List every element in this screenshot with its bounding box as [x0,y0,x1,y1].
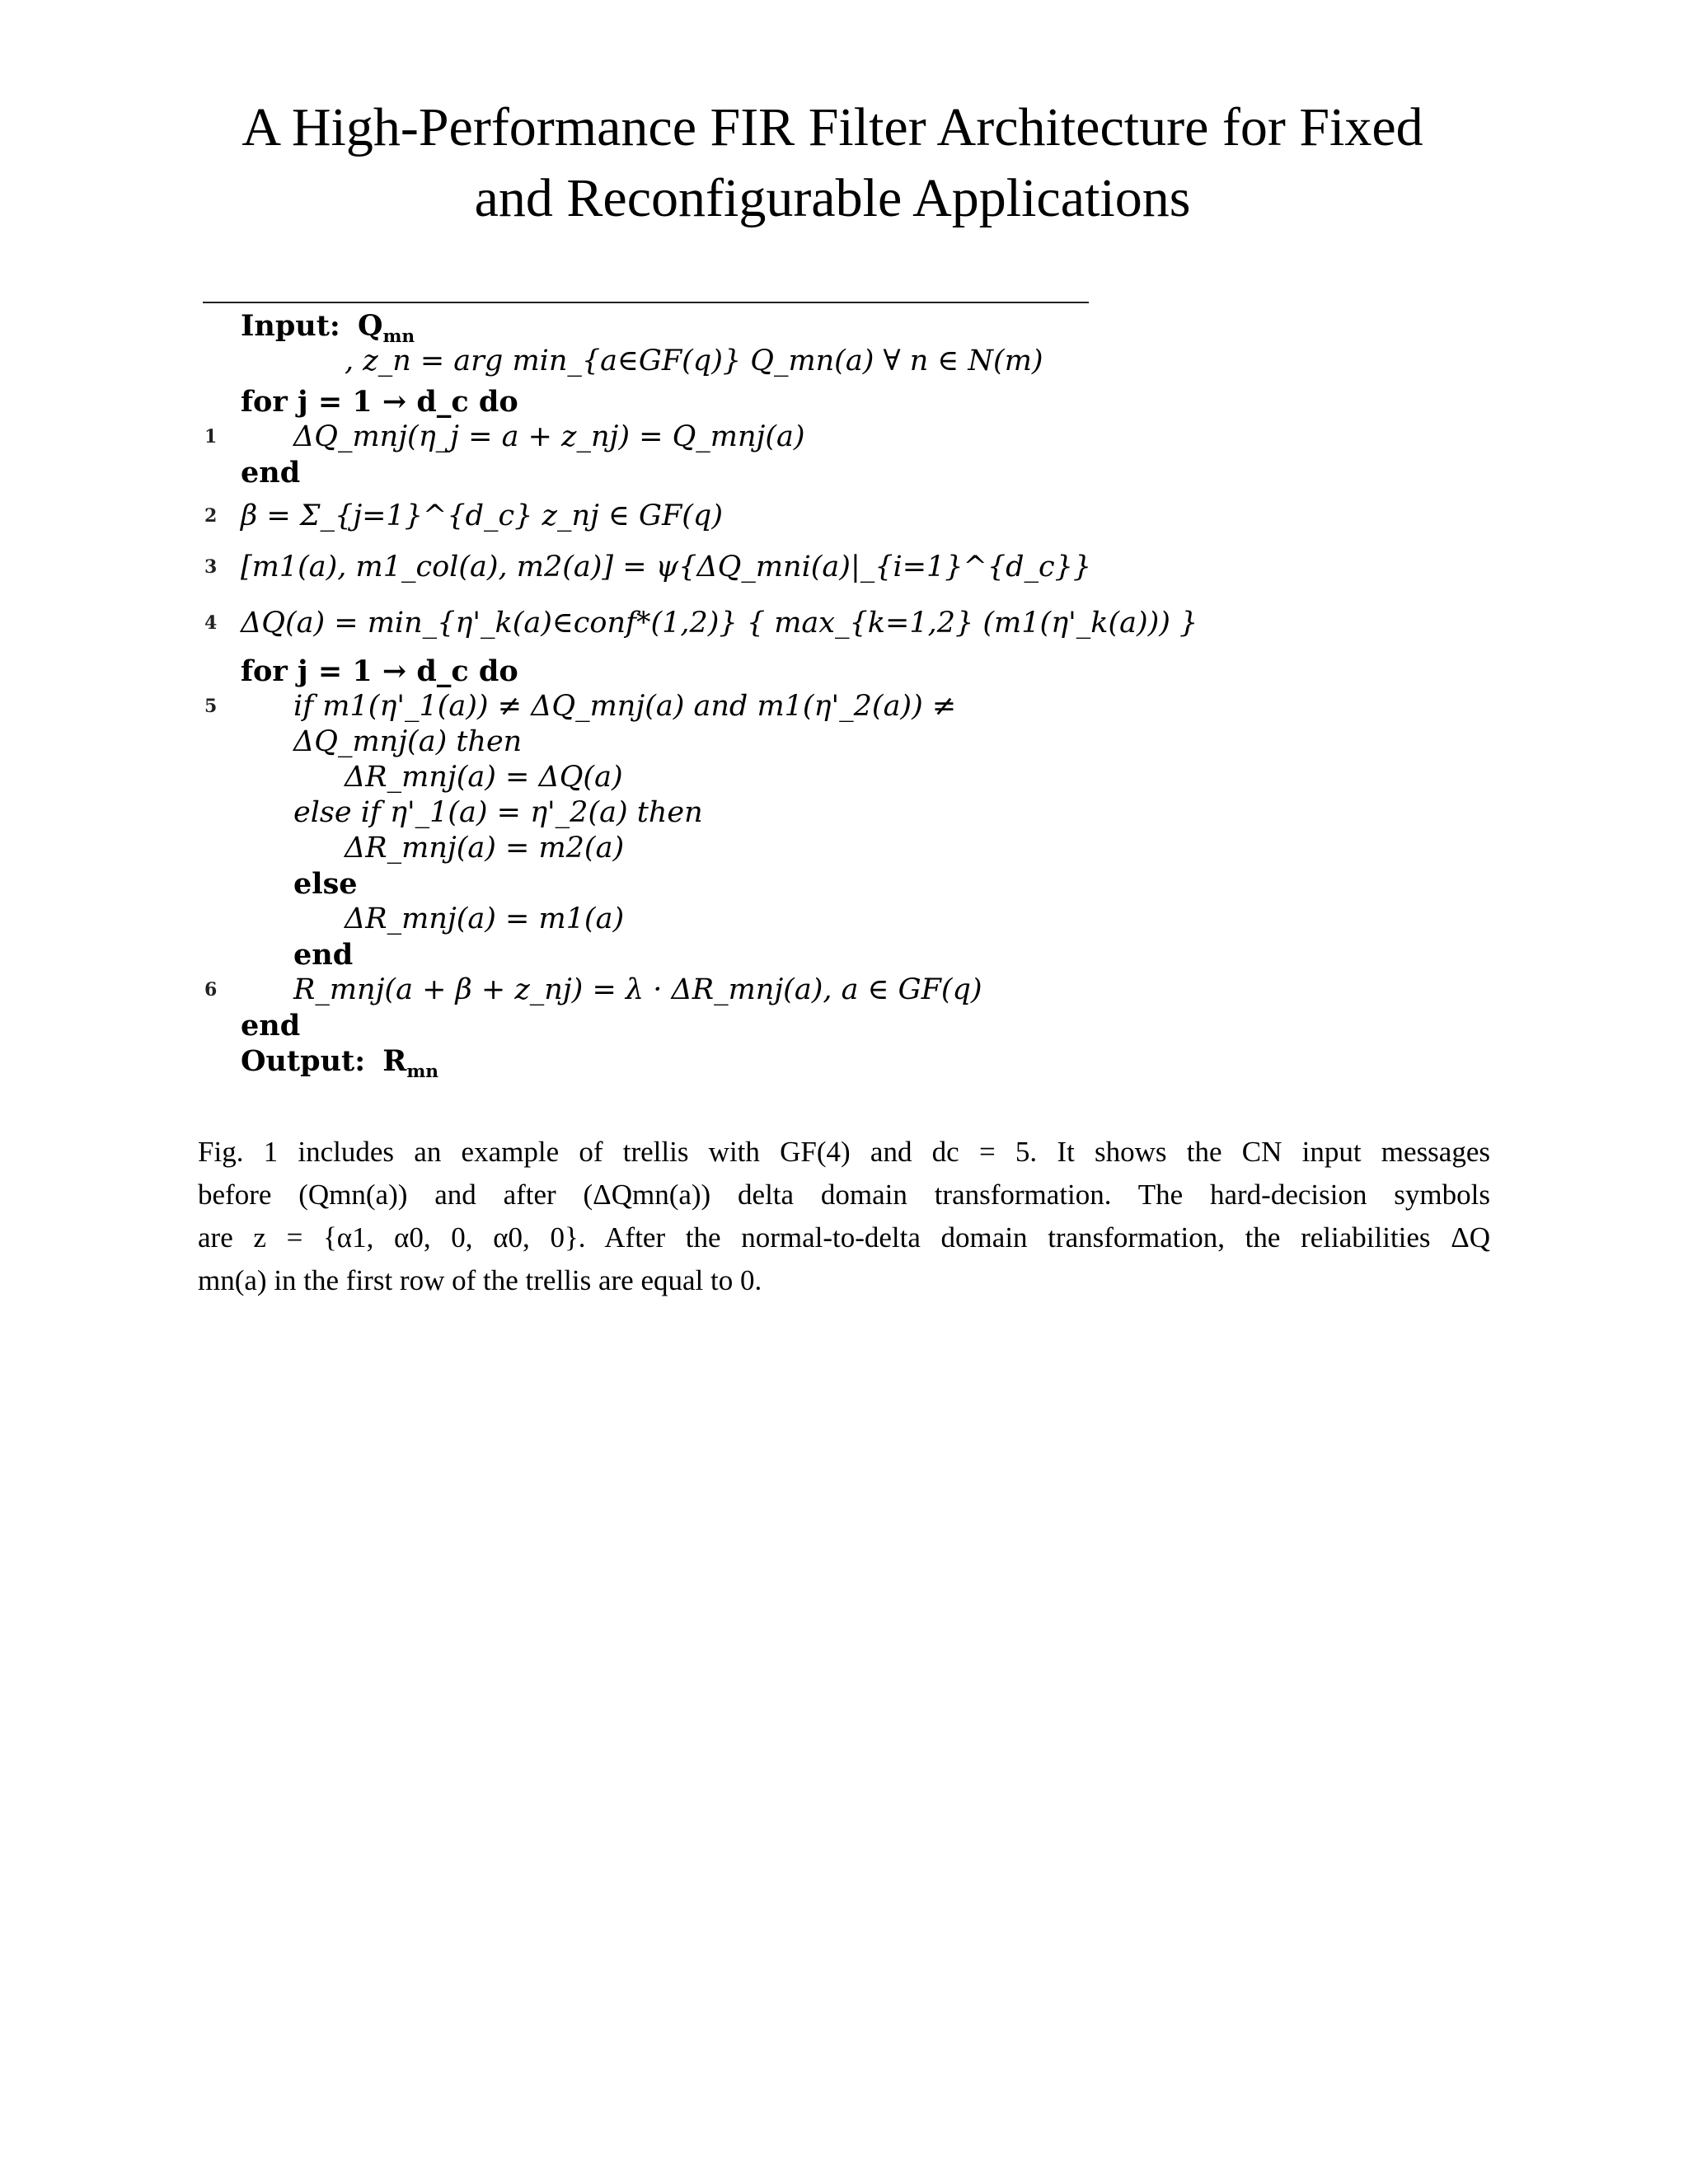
algorithm-zn-line [198,344,1088,379]
algorithm-top-rule [203,302,1089,303]
input-subscript: mn [382,326,415,347]
output-value: R [382,1044,407,1078]
title-line-1: A High-Performance FIR Filter Architecture for Fixed [241,97,1423,157]
line-1-expression: ΔQ_mnj(η_j = a + z_nj) = Q_mnj(a) [293,420,805,453]
algorithm-line-5c [198,760,1088,795]
line-5c-expression: ΔR_mnj(a) = ΔQ(a) [345,761,623,794]
paragraph-line-4: mn(a) in the first row of the trellis are equal to 0. [198,1264,762,1296]
algorithm-end-2 [198,1008,1088,1043]
algorithm-end-1 [198,455,1088,490]
line-number-2: 2 [204,505,218,527]
page-title [165,92,1500,234]
paragraph-line-3: are z = {α1, α0, 0, α0, 0}. After the normal-to-delta domain transformation, the reliabilities ΔQ [198,1221,1490,1254]
algorithm-line-4 [198,593,1198,654]
end-1-text: end [241,456,301,490]
zn-expression: , z_n = arg min_{a∈GF(q)} Q_mn(a) ∀ n ∈ N(m) [345,344,1043,377]
line-number-5: 5 [204,696,218,717]
line-4-expression: ΔQ(a) = min_{η'_k(a)∈conf*(1,2)} { max_{k=1,2} (m1(η'_k(a))) } [241,607,1198,640]
paragraph-line-2: before (Qmn(a)) and after (ΔQmn(a)) delta domain transformation. The hard-decision symbols [198,1179,1490,1211]
line-5d-expression: else if η'_1(a) = η'_2(a) then [293,796,703,829]
line-6-expression: R_mnj(a + β + z_nj) = λ · ΔR_mnj(a), a ∈ GF(q) [293,973,982,1006]
line-5f-text: else [293,867,358,901]
line-number-4: 4 [204,612,218,634]
for-loop-2-text: for j = 1 → d_c do [241,654,518,688]
line-5b-expression: ΔQ_mnj(a) then [293,725,523,758]
output-label: Output: [241,1044,366,1078]
algorithm-line-5g [198,902,1088,937]
line-5a-expression: if m1(η'_1(a)) ≠ ΔQ_mnj(a) and m1(η'_2(a)) ≠ [293,690,957,723]
algorithm-input-line [198,308,1088,347]
line-number-6: 6 [204,979,218,1001]
line-3-expression: [m1(a), m1_col(a), m2(a)] = ψ{ΔQ_mni(a)|_{i=1}^{d_c}} [241,551,1092,583]
input-value: Q [357,309,383,343]
algorithm-line-2 [198,490,1088,541]
line-2-expression: β = Σ_{j=1}^{d_c} z_nj ∈ GF(q) [241,499,723,532]
algorithm-for-loop-2 [198,654,1088,689]
algorithm-line-6 [198,972,1088,1008]
line-5e-expression: ΔR_mnj(a) = m2(a) [345,832,625,865]
algorithm-line-5 [198,689,1088,724]
algorithm-line-3 [198,541,1092,593]
algorithm-line-5b [198,724,1088,760]
for-loop-1-text: for j = 1 → d_c do [241,385,518,419]
algorithm-line-5d [198,795,1088,831]
title-line-2: and Reconfigurable Applications [474,168,1191,228]
algorithm-line-5e [198,831,1088,866]
paragraph-line-1: Fig. 1 includes an example of trellis with GF(4) and dc = 5. It shows the CN input messages [198,1136,1490,1168]
line-5g-expression: ΔR_mnj(a) = m1(a) [345,902,625,935]
input-label: Input: [241,309,340,343]
algorithm-output-line [198,1043,1088,1082]
line-number-3: 3 [204,556,218,578]
line-5h-text: end [293,938,354,972]
algorithm-line-1 [198,419,1088,455]
line-number-1: 1 [204,426,218,448]
output-subscript: mn [406,1062,439,1082]
body-paragraph [198,1131,1490,1302]
algorithm-for-loop-1 [198,384,1088,419]
algorithm-line-5h [198,937,1088,972]
end-2-text: end [241,1009,301,1043]
algorithm-figure [198,302,1198,1082]
algorithm-line-5f [198,866,1088,902]
